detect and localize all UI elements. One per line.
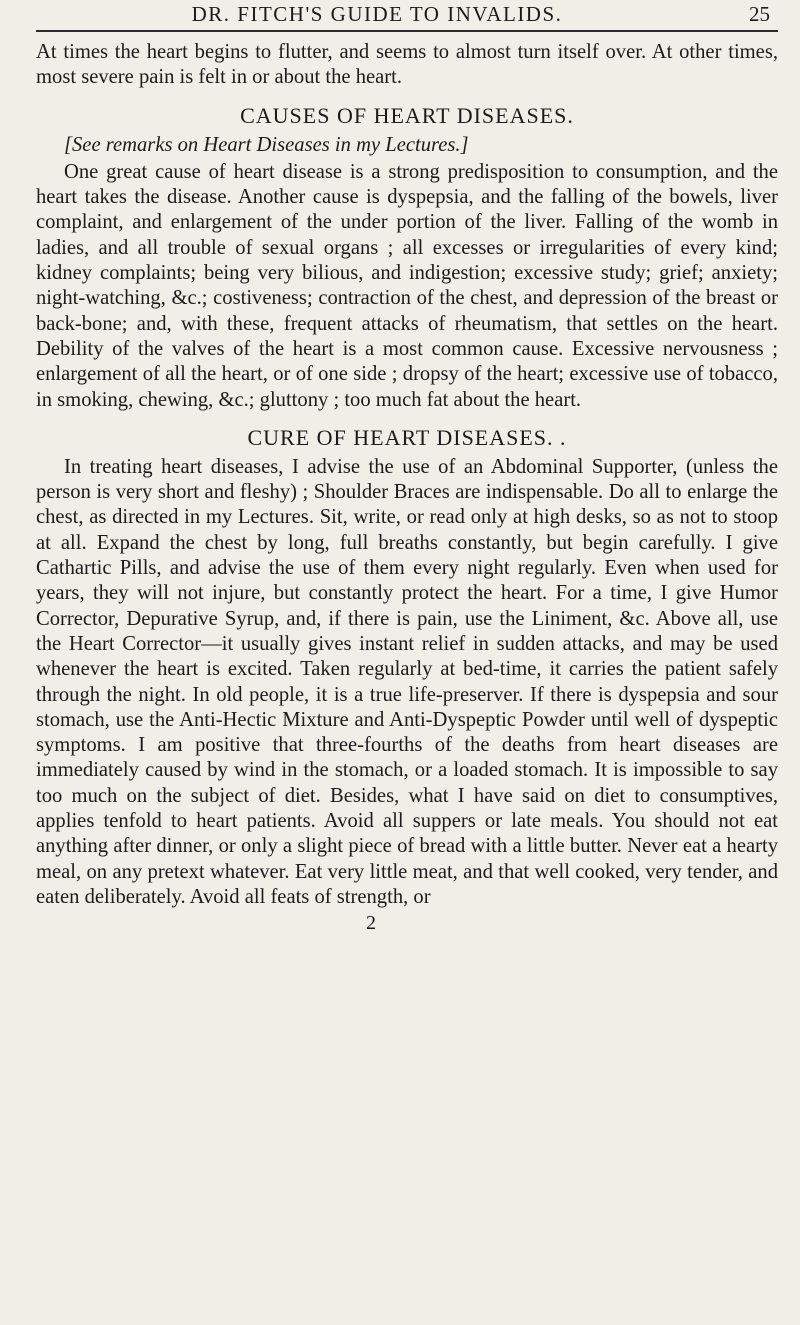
cure-paragraph: In treating heart diseases, I advise the use of an Abdominal Supporter, (unless the person is very short and fleshy) ; Shoulder Braces are indispensable. Do all to enlarge the chest, as directed in my Lectures. Sit, write, or read only at high desks, so as not to stoop at all. Expand the chest by long, full breaths constantly, but begin carefully. I give Cathartic Pills, and advise the use of them every night regularly. Even when used for years, they will not injure, but constantly protect the heart. For a time, I give Humor Corrector, Depurative Syrup, and, if there is pain, use the Liniment, &c. Above all, use the Heart Corrector—it usually gives instant relief in sudden attacks, and may be used whenever the heart is excited. Taken regularly at bed-time, it carries the patient safely through the night. In old people, it is a true life-preserver. If there is dyspepsia and sour stomach, use the Anti-Hectic Mixture and Anti-Dyspeptic Powder until well of dyspeptic symptoms. I am positive that three-fourths of the deaths from heart diseases are immediately caused by wind in the stomach, or a loaded stomach. It is impossible to say too much on the subject of diet. Besides, what I have said on diet to consumptives, applies tenfold to heart patients. Avoid all suppers or late meals. You should not eat anything after dinner, or only a slight piece of bread with a little butter. Never eat a hearty meal, on any pretext whatever. Eat very little meat, and that well cooked, very tender, and eaten deliberately. Avoid all feats of strength, or <box>36 455 778 908</box>
intro-paragraph: At times the heart begins to flutter, and seems to almost turn itself over. At other times, most severe pain is felt in or about the heart. <box>36 41 778 89</box>
causes-paragraph: One great cause of heart disease is a strong predisposition to consumption, and the heart takes the disease. Another cause is dyspepsia, and the falling of the bowels, liver complaint, and enlargement of the under portion of the liver. Falling of the womb in ladies, and all trouble of sexual organs ; all excesses or irregularities of every kind; kidney complaints; being very bilious, and indigestion; excessive study; grief; anxiety; night-watching, &c.; costiveness; contraction of the chest, and depression of the breast or back-bone; and, with these, frequent attacks of rheumatism, that settles on the heart. Debility of the valves of the heart is a most common cause. Excessive nervousness ; enlargement of all the heart, or of one side ; dropsy of the heart; excessive use of tobacco, in smoking, chewing, &c.; gluttony ; too much fat about the heart. <box>36 160 778 411</box>
signature-mark: 2 <box>366 912 376 935</box>
page-number: 25 <box>749 2 770 26</box>
see-note: [See remarks on Heart Diseases in my Lectures.] <box>64 133 469 156</box>
running-title: DR. FITCH'S GUIDE TO INVALIDS. <box>191 2 563 26</box>
running-header <box>36 0 778 32</box>
causes-heading: CAUSES OF HEART DISEASES. <box>240 102 574 128</box>
cure-heading: CURE OF HEART DISEASES. . <box>247 424 567 450</box>
